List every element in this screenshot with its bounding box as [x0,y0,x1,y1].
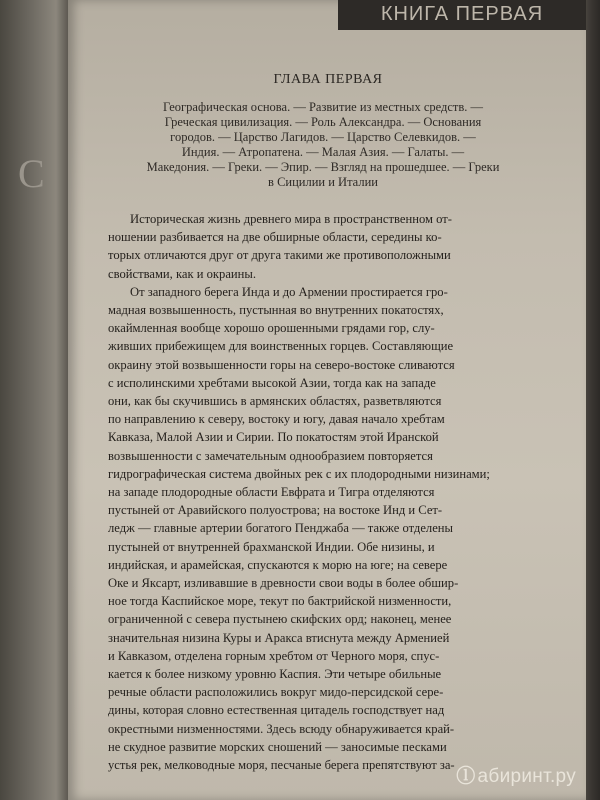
summary-line: Македония. — Греки. — Эпир. — Взгляд на прошедшее. — Греки [146,160,500,174]
body-line: торых отличаются друг от друга такими же противоположными [108,248,451,263]
previous-page-text-fragment: С [18,151,46,196]
summary-line: в Сицилии и Италии [268,175,378,189]
summary-line: Географическая основа. — Развитие из местных средств. — [162,100,484,114]
body-line: гидрографическая система двойных рек с их плодородными низинами; [108,466,490,481]
previous-page-edge [0,0,70,800]
body-line: индийская, и арамейская, спускаются к морю на юге; на севере [108,557,448,572]
summary-line: Греческая цивилизация. — Роль Александра. — Основания [164,115,482,129]
body-line: дины, которая словно естественная цитадель господствует над [108,703,445,718]
body-line: и Кавказом, отделена горным хребтом от Черного моря, спус- [108,648,440,663]
chapter-title: ГЛАВА ПЕРВАЯ [273,72,383,87]
body-line: ное тогда Каспийское море, текут по бактрийской низменности, [108,594,452,609]
body-line: От западного берега Инда и до Армении простирается гро- [130,284,448,299]
body-line: по направлению к северу, востоку и югу, давая начало хребтам [108,412,445,427]
body-line: пустыней от Аравийского полуострова; на востоке Инд и Сет- [108,503,443,518]
body-line: пустыней от внутренней брахманской Индии. Обе низины, и [108,539,435,554]
body-line: возвышенности с замечательным однообразием повторяется [108,448,433,463]
chapter-summary [113,100,533,190]
body-line: с исполинскими хребтами высокой Азии, тогда как на западе [108,375,436,390]
body-line: на западе плодородные области Евфрата и Тигра отделяются [108,485,435,500]
body-line: мадная возвышенность, пустынная во внутренних покатостях, [108,303,444,318]
body-line: Оке и Яксарт, изливавшие в древности свои воды в более обшир- [108,576,459,591]
body-line: окрестными низменностями. Здесь всюду обнаруживается край- [108,721,455,736]
site-watermark [456,761,576,788]
summary-line: городов. — Царство Лагидов. — Царство Селевкидов. — [170,130,476,144]
body-line: ледж — главные артерии богатого Пенджаба — также отделены [108,521,453,536]
running-header-bar [338,0,586,30]
body-line: Историческая жизнь древнего мира в пространственном от- [130,212,452,226]
body-line: речные области расположились вокруг мидо-персидской сере- [108,685,444,700]
body-line: окраину этой возвышенности горы на северо-востоке сливаются [108,357,455,372]
body-line: живших прибежищем для воинственных горцев. Составляющие [108,339,454,354]
body-line: значительная низина Куры и Аракса втиснута между Арменией [108,630,450,645]
body-line: Кавказа, Малой Азии и Сирии. По покатостям этой Иранской [108,430,439,445]
watermark-logo-icon: ⓛ [456,766,476,787]
watermark-text: абиринт.ру [477,766,576,787]
book-title: КНИГА ПЕРВАЯ [380,3,544,25]
body-line: ограниченной с севера пустынею скифских орд; наконец, менее [108,612,452,627]
body-line: не скудное развитие морских сношений — заносимые песками [108,739,447,754]
body-line: устья рек, мелководные моря, песчаные берега препятствуют за- [108,758,455,773]
body-text [108,210,538,774]
body-line: окаймленная вообще хорошо орошенными грядами гор, слу- [108,321,435,336]
body-line: ношении разбивается на две обширные области, середины ко- [108,230,442,245]
body-line: кается к более низкому уровню Каспия. Эти четыре обильные [108,667,442,682]
body-line: свойствами, как и окраины. [108,266,257,281]
book-page [68,0,586,800]
body-line: они, как бы скучившись в армянских областях, разветвляются [108,394,442,409]
summary-line: Индия. — Атропатена. — Малая Азия. — Галаты. — [181,145,465,159]
